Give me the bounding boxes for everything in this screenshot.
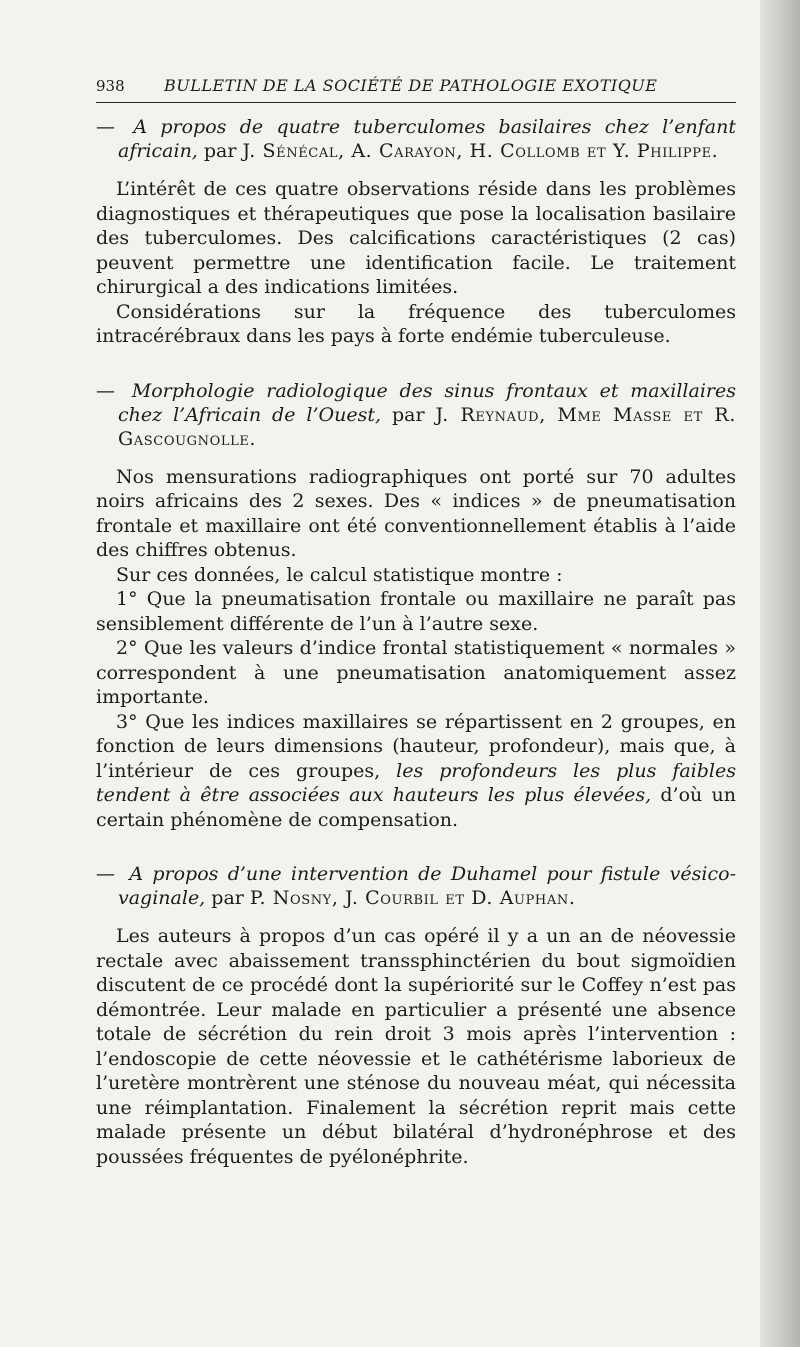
article-heading: [96, 115, 736, 163]
heading-dash: —: [96, 863, 115, 885]
article-title: A propos de quatre tuberculomes basilaires chez l’enfant africain,: [118, 116, 737, 162]
journal-title: BULLETIN DE LA SOCIÉTÉ DE PATHOLOGIE EXOTIQUE: [164, 76, 658, 95]
paragraph: 1° Que la pneumatisation frontale ou maxillaire ne paraît pas sensiblement différente de l’un à l’autre sexe.: [96, 588, 736, 635]
heading-dash: —: [96, 116, 115, 138]
article-title: Morphologie radiologique des sinus frontaux et maxillaires chez l’Africain de l’Ouest,: [118, 379, 736, 426]
paragraph-text: d’où un certain phénomène de compensation.: [96, 784, 736, 831]
paragraph-compensation: [96, 710, 736, 833]
running-header: [96, 76, 736, 103]
article-heading: [96, 862, 736, 910]
article-heading: [96, 379, 736, 451]
paragraph: Nos mensurations radiographiques ont porté sur 70 adultes noirs africains des 2 sexes. Des « indices » de pneumatisation frontale et maxillaire ont été conventionnellement établis à l’aide des chiffres obtenus.: [96, 465, 736, 561]
article-tuberculomes: [96, 115, 736, 349]
article-title: A propos d’une intervention de Duhamel pour fistule vésico-vaginale,: [118, 863, 736, 909]
by-word: par: [211, 887, 244, 909]
paragraph: Sur ces données, le calcul statistique montre :: [116, 563, 563, 586]
article-sinus-morphologie: [96, 379, 736, 833]
emphasized-text: les profondeurs les plus faibles tendent à être associées aux hauteurs les plus élevées,: [96, 759, 736, 806]
article-authors: P. Nosny, J. Courbil et D. Auphan.: [249, 887, 576, 909]
paragraph: L’intérêt de ces quatre observations réside dans les problèmes diagnostiques et thérapeutiques que pose la localisation basilaire des tuberculomes. Des calcifications caractéristiques (2 cas) peuvent permettre une identification facile. Le traitement chirurgical a des indications limitées.: [96, 178, 736, 298]
paragraph-text: 3° Que les indices maxillaires se répartissent en 2 groupes, en fonction de leurs dimensions (hauteur, profondeur), mais que, à l’intérieur de ces groupes,: [96, 710, 736, 782]
page-gutter-shadow: [760, 0, 800, 1347]
page-content: [96, 76, 736, 1169]
paragraph: 2° Que les valeurs d’indice frontal statistiquement « normales » correspondent à une pneumatisation anatomiquement assez importante.: [96, 637, 736, 708]
by-word: par: [203, 140, 237, 162]
by-word: par: [391, 403, 425, 426]
article-authors: J. Sénécal, A. Carayon, H. Collomb et Y. Philippe.: [242, 140, 719, 162]
heading-dash: —: [96, 379, 115, 402]
paragraph: Les auteurs à propos d’un cas opéré il y a un an de néovessie rectale avec abaissement transsphinctérien du bout sigmoïdien discutent de ce procédé dont la supériorité sur le Coffey n’est pas démontrée. Leur malade en particulier a présenté une absence totale de sécrétion du rein droit 3 mois après l’intervention : l’endoscopie de cette néovessie et le cathétérisme laborieux de l’uretère montrèrent une sténose du nouveau méat, qui nécessita une réimplantation. Finalement la sécrétion reprit mais cette malade présente un début bilatéral d’hydronéphrose et des poussées fréquentes de pyélonéphrite.: [96, 925, 736, 1168]
page-number: 938: [96, 77, 125, 95]
article-authors: J. Reynaud, Mme Masse et R. Gascougnolle.: [118, 403, 736, 450]
article-duhamel: [96, 862, 736, 1169]
paragraph: Considérations sur la fréquence des tuberculomes intracérébraux dans les pays à forte endémie tuberculeuse.: [96, 300, 736, 347]
